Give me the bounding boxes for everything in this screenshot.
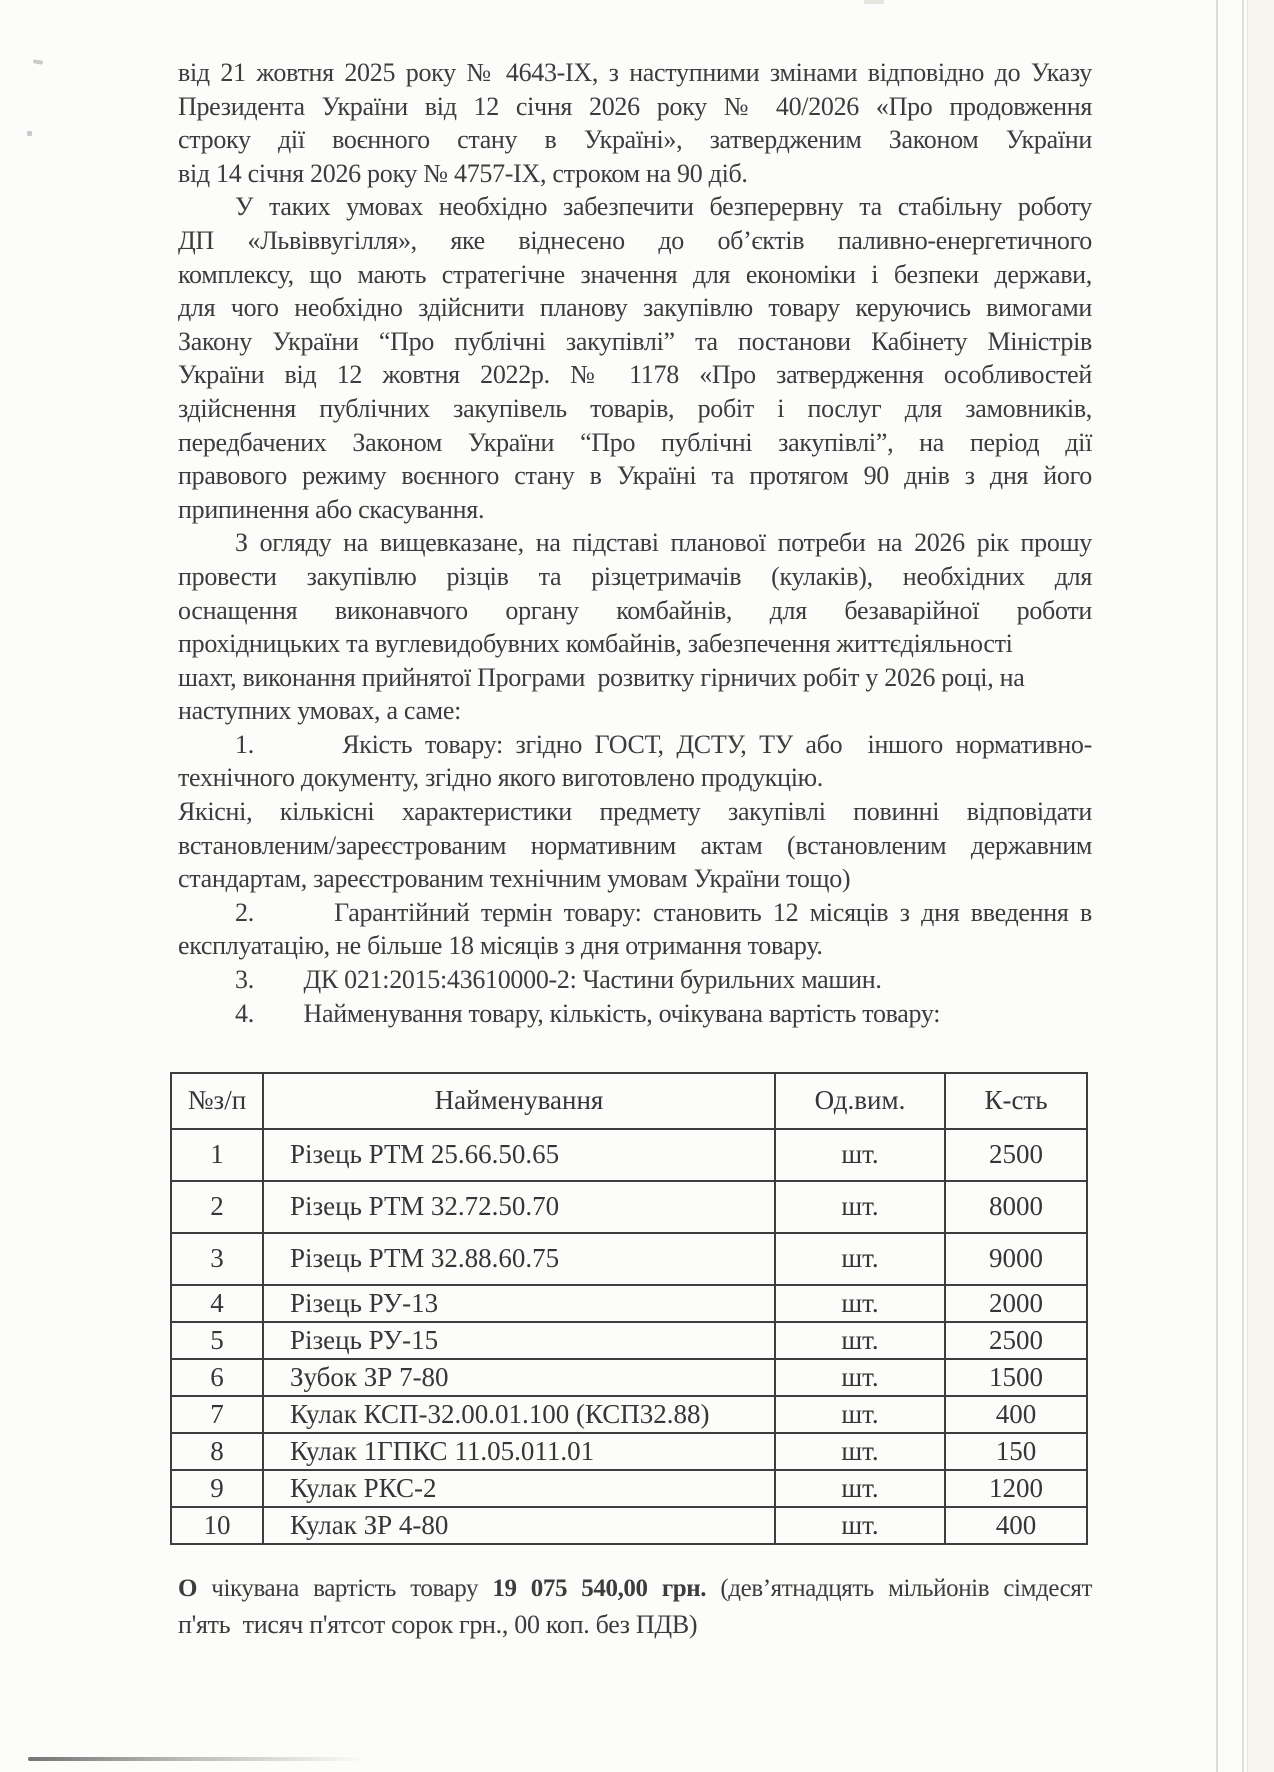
table-row [171,1470,1087,1507]
expected-value-line-1 [178,1571,1092,1607]
text-line: 1. Якість товару: згідно ГОСТ, ДСТУ, ТУ або іншого нормативно- [235,729,1092,759]
table-cell-unit: шт. [775,1507,945,1544]
document-body [178,56,1092,1643]
table-cell-name: Різець РУ-13 [263,1285,775,1322]
table-cell-quantity: 1200 [945,1470,1087,1507]
table-cell-quantity: 150 [945,1433,1087,1470]
text-line: України від 12 жовтня 2022р. № 1178 «Про затвердження особливостей [178,360,1092,390]
scan-speck [33,59,44,65]
text-line: правового режиму воєнного стану в Україні та протягом 90 днів з дня його [178,461,1092,491]
table-row [171,1507,1087,1544]
table-row [171,1433,1087,1470]
table-cell-name: Різець РТМ 25.66.50.65 [263,1129,775,1181]
table-cell-quantity: 2500 [945,1129,1087,1181]
table-cell-unit: шт. [775,1396,945,1433]
table-header-cell: Найменування [263,1073,775,1129]
table-row [171,1285,1087,1322]
table-cell-quantity: 2500 [945,1322,1087,1359]
text-line: 3. ДК 021:2015:43610000-2: Частини бурильних машин. [235,965,882,995]
table-cell-number: 8 [171,1433,263,1470]
expected-value-line-2: п'ять тисяч п'ятсот сорок грн., 00 коп. без ПДВ) [178,1610,698,1640]
text-line: для чого необхідно здійснити планову закупівлю товару керуючись вимогами [178,293,1092,323]
table-header-row [171,1073,1087,1129]
scan-speck [27,131,32,136]
table-cell-quantity: 400 [945,1507,1087,1544]
scan-page-edge-line [1216,0,1218,1772]
text-line: передбачених Законом України “Про публічні закупівлі”, на період дії [178,427,1092,457]
table-cell-name: Кулак 1ГПКС 11.05.011.01 [263,1433,775,1470]
table-cell-name: Кулак КСП-32.00.01.100 (КСП32.88) [263,1396,775,1433]
table-cell-number: 2 [171,1181,263,1233]
text-line: експлуатацію, не більше 18 місяців з дня отримання товару. [178,931,823,961]
table-cell-unit: шт. [775,1285,945,1322]
footer-text-part: (дев’ятнадцять мільйонів сімдесят [720,1575,1092,1603]
table-cell-unit: шт. [775,1129,945,1181]
table-cell-number: 5 [171,1322,263,1359]
text-line: З огляду на вищевказане, на підставі планової потреби на 2026 рік прошу [235,528,1092,558]
text-line: провести закупівлю різців та різцетримачів (кулаків), необхідних для [178,561,1092,591]
table-row [171,1322,1087,1359]
table-cell-quantity: 2000 [945,1285,1087,1322]
procurement-items-table [170,1072,1088,1545]
table-header-cell: Од.вим. [775,1073,945,1129]
table-body [171,1129,1087,1544]
scan-background-strip [1247,0,1274,1772]
text-line: від 14 січня 2026 року № 4757-IX, строком на 90 діб. [178,158,748,188]
table-cell-number: 7 [171,1396,263,1433]
table-cell-unit: шт. [775,1470,945,1507]
table-cell-quantity: 8000 [945,1181,1087,1233]
table-row [171,1396,1087,1433]
text-line: У таких умовах необхідно забезпечити безперервну та стабільну роботу [235,192,1092,222]
table-cell-quantity: 1500 [945,1359,1087,1396]
table-cell-unit: шт. [775,1322,945,1359]
text-line: оснащення виконавчого органу комбайнів, для безаварійної роботи [178,595,1092,625]
text-line: Якісні, кількісні характеристики предмету закупівлі повинні відповідати [178,797,1092,827]
expected-value-paragraph [178,1571,1092,1643]
footer-text-part: О [178,1575,198,1603]
footer-text-part: чікувана вартість товару [211,1575,493,1603]
table-cell-number: 9 [171,1470,263,1507]
text-line: строку дії воєнного стану в Україні», затвердженим Законом України [178,125,1092,155]
scan-speck [864,0,884,4]
table-cell-unit: шт. [775,1181,945,1233]
table-cell-quantity: 400 [945,1396,1087,1433]
table-cell-number: 1 [171,1129,263,1181]
text-line: прохідницьких та вуглевидобувних комбайнів, забезпечення життєдіяльності [178,629,1013,659]
text-line: встановленим/зареєстрованим нормативним актам (встановленим державним [178,830,1092,860]
document-paragraphs [178,56,1092,1030]
text-line: комплексу, що мають стратегічне значення для економіки і безпеки держави, [178,259,1092,289]
text-line: стандартам, зареєстрованим технічним умовам України тощо) [178,864,851,894]
text-line: наступних умовах, а саме: [178,696,461,726]
table-cell-unit: шт. [775,1233,945,1285]
table-row [171,1129,1087,1181]
text-line: 4. Найменування товару, кількість, очікувана вартість товару: [235,998,941,1028]
text-line: шахт, виконання прийнятої Програми розвитку гірничих робіт у 2026 році, на [178,662,1025,692]
table-header [171,1073,1087,1129]
text-line: ДП «Львіввугілля», яке віднесено до об’єктів паливно-енергетичного [178,225,1092,255]
table-row [171,1359,1087,1396]
text-line: здійснення публічних закупівель товарів, робіт і послуг для замовників, [178,393,1092,423]
text-line: від 21 жовтня 2025 року № 4643-IX, з наступними змінами відповідно до Указу [178,58,1092,87]
table-cell-unit: шт. [775,1359,945,1396]
table-cell-name: Різець РТМ 32.88.60.75 [263,1233,775,1285]
text-line: 2. Гарантійний термін товару: становить 12 місяців з дня введення в [235,897,1092,927]
table-cell-name: Різець РУ-15 [263,1322,775,1359]
text-line: Закону України “Про публічні закупівлі” та постанови Кабінету Міністрів [178,326,1092,356]
text-line: технічного документу, згідно якого виготовлено продукцію. [178,763,823,793]
table-cell-number: 3 [171,1233,263,1285]
table-cell-number: 10 [171,1507,263,1544]
table-row [171,1181,1087,1233]
table-cell-quantity: 9000 [945,1233,1087,1285]
scan-page-edge-line-2 [1242,0,1244,1772]
text-line: припинення або скасування. [178,494,485,524]
footer-text-part: 19 075 540,00 грн. [492,1575,707,1603]
table-header-cell: К-сть [945,1073,1087,1129]
table-cell-number: 4 [171,1285,263,1322]
table-cell-name: Кулак РКС-2 [263,1470,775,1507]
table-cell-number: 6 [171,1359,263,1396]
text-line: Президента України від 12 січня 2026 року № 40/2026 «Про продовження [178,91,1092,121]
table-header-cell: №з/п [171,1073,263,1129]
table-cell-name: Кулак ЗР 4-80 [263,1507,775,1544]
table-cell-name: Зубок ЗР 7-80 [263,1359,775,1396]
scan-bottom-smudge [28,1757,368,1761]
table-row [171,1233,1087,1285]
table-cell-name: Різець РТМ 32.72.50.70 [263,1181,775,1233]
table-cell-unit: шт. [775,1433,945,1470]
